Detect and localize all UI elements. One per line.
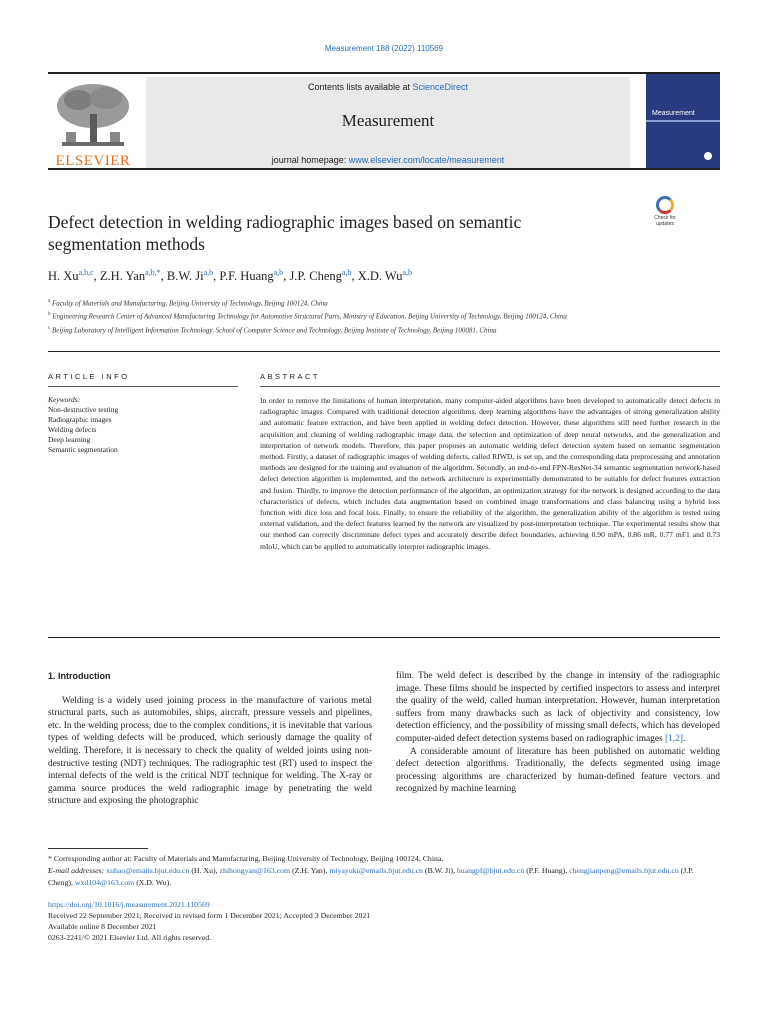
elsevier-wordmark: ELSEVIER [55, 153, 131, 169]
keywords-label: Keywords: [48, 395, 81, 404]
intro-paragraph-2: A considerable amount of literature has been published on automatic welding defect detection algorithms. Traditionally, the defects segmented using image processing algorithms are characterized by human-defined feature vectors and recognized by machine learning [396, 746, 720, 795]
affiliation-mark: b [48, 312, 51, 318]
left-column [48, 670, 372, 808]
abstract-rule [260, 386, 720, 387]
copyright: 0263-2241/© 2021 Elsevier Ltd. All rights reserved. [48, 933, 212, 942]
journal-homepage-link[interactable]: www.elsevier.com/locate/measurement [348, 155, 505, 165]
cover-stripe [646, 120, 720, 122]
email-link[interactable]: miyayuki@emails.bjut.edu.cn [329, 866, 423, 875]
keyword: Welding defects [48, 425, 97, 434]
email-link[interactable]: xuhao@emails.bjut.edu.cn [106, 866, 190, 875]
affiliation [48, 309, 648, 322]
right-column [396, 670, 720, 796]
author-name[interactable]: J.P. Cheng [289, 269, 342, 284]
email-owner: (J.P. Cheng) [48, 866, 694, 887]
footnotes [48, 853, 720, 889]
email-addresses: E-mail addresses: xuhao@emails.bjut.edu.cn (H. Xu), zhihongyan@163.com (Z.H. Yan), miyayuki@emails.bjut.edu.cn (B.W. Ji), huangpf@bjut.edu.cn (P.F. Huang), chengjianpeng@emails.bjut.edu.cn (J.P. Cheng), wxd104@163.com (X.D. Wu). [48, 866, 694, 887]
email-owner: (Z.H. Yan) [292, 866, 326, 875]
email-label: E-mail addresses: [48, 866, 105, 875]
email-link[interactable]: chengjianpeng@emails.bjut.edu.cn [569, 866, 679, 875]
author-affil-mark[interactable]: a,b,* [145, 268, 161, 277]
author-affil-mark[interactable]: a,b [402, 268, 413, 277]
intro-paragraph-1-continued-text: film. The weld defect is described by the change in intensity of the radiographic image. These films should be inspected by certified inspectors to assess and interpret the quality of the weld, called human interpretation. However, human interpretation suffers from many drawbacks such as lack of objectivity and consistency, low detection efficiency, and the possibility of missing small defects, which has developed computer-aided defect detection systems based on radiographic images [396, 671, 720, 744]
footnote-rule [48, 848, 148, 849]
article-title: Defect detection in welding radiographic images based on semantic segmentation methods [48, 212, 522, 254]
abstract-divider [48, 637, 720, 638]
journal-header [48, 72, 720, 170]
available-online: Available online 8 December 2021 [48, 922, 157, 931]
affiliation-text: Beijing Laboratory of Intelligent Information Technology, School of Computer Science and Technology, Beijing Institute of Technology, Beijing 100081, China [51, 325, 497, 334]
affiliations [48, 296, 648, 336]
email-owner: (H. Xu) [191, 866, 216, 875]
intro-paragraph-1-continued: film. The weld defect is described by the change in intensity of the radiographic image. These films should be inspected by certified inspectors to assess and interpret the quality of the weld, called human interpretation. However, human interpretation suffers from many drawbacks such as lack of objectivity and consistency, low detection efficiency, and the possibility of missing small defects, which has developed computer-aided defect detection systems based on radiographic images [1,2]. [396, 671, 720, 744]
author-affil-mark[interactable]: a,b,c [78, 268, 94, 277]
journal-name: Measurement [341, 111, 435, 130]
abstract-text: In order to remove the limitations of human interpretation, many computer-aided algorithms have been developed to automatically detect defects in radiographic images. Compared with traditional detection algorithms, deep learning algorithms have the advantages of strong generalization ability and automatic feature extraction, and have been applied in welding defect detection. However, these algorithms still need further research in the acquisition and cleaning of welding radiographic image data, the selection and optimization of deep neural networks, and the generalization and interpretation of network models. Therefore, this paper proposes an automatic welding defect detection system based on semantic segmentation method. Firstly, a dataset of radiographic images of welding defects, called RIWD, is set up, and the corresponding data preprocessing and annotation methods are designed for the training and evaluation of the algorithm. Secondly, an end-to-end FPN-ResNet-34 semantic segmentation network-based defect detection algorithm is implemented, and the network architecture is experimentally demonstrated to be suitable for defect features extraction and fusion. Thirdly, to improve the detection performance of the algorithm, an optimization strategy for the network is designed according to the data characteristics of defects, which includes data augmentation based on combined image transformations and class balancing using a hybrid loss function with dice loss and focal loss. Finally, to ensure the reliability of the algorithm, the generalization ability of the algorithm is tested using external validation, and the defect features learned by the network are visualized by post-interpretation technique. The experimental results show that our method can correctly discriminate defect types and accurately describe defect boundaries, achieving 0.90 mPA, 0.86 mR, 0.77 mF1 and 0.73 mIoU, which can be applied to automatically interpret radiographic images. [260, 396, 720, 551]
keyword: Non-destructive testing [48, 405, 119, 414]
homepage-prefix: journal homepage: [271, 155, 349, 165]
email-link[interactable]: wxd104@163.com [74, 878, 135, 887]
article-history [48, 899, 720, 943]
author-name[interactable]: H. Xu [48, 269, 79, 284]
journal-info-box [146, 77, 630, 170]
affiliation-mark: c [48, 325, 51, 331]
author-name[interactable]: B.W. Ji [166, 269, 204, 284]
email-link[interactable]: huangpf@bjut.edu.cn [456, 866, 525, 875]
contents-line [146, 82, 630, 92]
author-affil-mark[interactable]: a,b [203, 268, 214, 277]
keywords-block [48, 395, 228, 455]
email-owner: (B.W. Ji) [424, 866, 453, 875]
contents-prefix: Contents lists available at [307, 82, 413, 92]
affiliation-text: Faculty of Materials and Manufacturing, Beijing University of Technology, Beijing 100124, China [51, 299, 328, 308]
sciencedirect-link[interactable]: ScienceDirect [412, 82, 469, 92]
author-affil-mark[interactable]: a,b [341, 268, 352, 277]
email-owner: (P.F. Huang) [526, 866, 566, 875]
affiliation-mark: a [48, 299, 51, 304]
journal-reference-link[interactable]: Measurement 188 (2022) 110569 [324, 44, 444, 53]
cover-title: Measurement [652, 110, 695, 117]
affiliation-text: Engineering Research Center of Advanced Manufacturing Technology for Automotive Structural Parts, Ministry of Education, Beijing University of Technology, Beijing 100124, China [52, 312, 567, 321]
cover-logo-dot [704, 152, 712, 160]
author-list: H. Xu$^{a,b,c}$, Z.H. Yan$^{a,b,*}$, B.W. Ji$^{a,b}$, P.F. Huang$^{a,b}$, J.P. Cheng$^{a,b}$, X.D. Wu$^{a,b}$ [48, 268, 413, 284]
author-name[interactable]: P.F. Huang [219, 269, 274, 284]
keyword: Radiographic images [48, 415, 112, 424]
intro-paragraph-1: Welding is a widely used joining process in the manufacture of various metal structural parts, such as automobiles, ships, aircraft, pressure vessels and pipelines, etc. In the welding process, due to the complex conditions, it is inevitable that various types of welding defects will be produced, which seriously damage the quality of welding. Therefore, it is necessary to check the quality of welded joints using non-destructive testing (NDT) techniques. The radiographic test (RT) used to inspect the internal defects of the weld is the critical NDT technique for welding. The X-ray or gamma source produces the weld radiographic image by penetrating the weld structure and exposing the photographic [48, 695, 372, 807]
abstract-heading: ABSTRACT [260, 372, 321, 381]
section-heading-introduction: 1. Introduction [48, 671, 111, 681]
email-owner: (X.D. Wu). [136, 878, 172, 887]
email-link[interactable]: zhihongyan@163.com [219, 866, 291, 875]
header-divider [48, 168, 720, 170]
homepage-line [146, 155, 630, 165]
author-affil-mark[interactable]: a,b [273, 268, 284, 277]
author-name[interactable]: X.D. Wu [357, 269, 403, 284]
received-dates: Received 22 September 2021; Received in revised form 1 December 2021; Accepted 3 December 2021 [48, 911, 371, 920]
article-info-heading: ARTICLE INFO [48, 372, 130, 381]
doi-link[interactable]: https://doi.org/10.1016/j.measurement.2021.110569 [48, 900, 210, 909]
citation-link[interactable]: [1,2] [665, 733, 683, 744]
elsevier-tree-icon [48, 78, 138, 158]
check-for-updates-badge[interactable] [648, 196, 682, 230]
affiliation [48, 323, 648, 336]
author-name[interactable]: Z.H. Yan [99, 269, 146, 284]
keyword: Semantic segmentation [48, 445, 118, 454]
affiliation [48, 296, 648, 309]
article-info-rule [48, 386, 238, 387]
elsevier-logo [48, 78, 138, 170]
keyword: Deep learning [48, 435, 91, 444]
corresponding-author-note: * Corresponding author at: Faculty of Materials and Manufacturing, Beijing University of Technology, Beijing 100124, China. [48, 854, 444, 863]
check-for-updates-label: Check for updates [654, 215, 676, 227]
check-for-updates-icon [656, 196, 674, 214]
affiliations-divider [48, 351, 720, 352]
journal-cover-thumbnail[interactable] [646, 74, 720, 168]
